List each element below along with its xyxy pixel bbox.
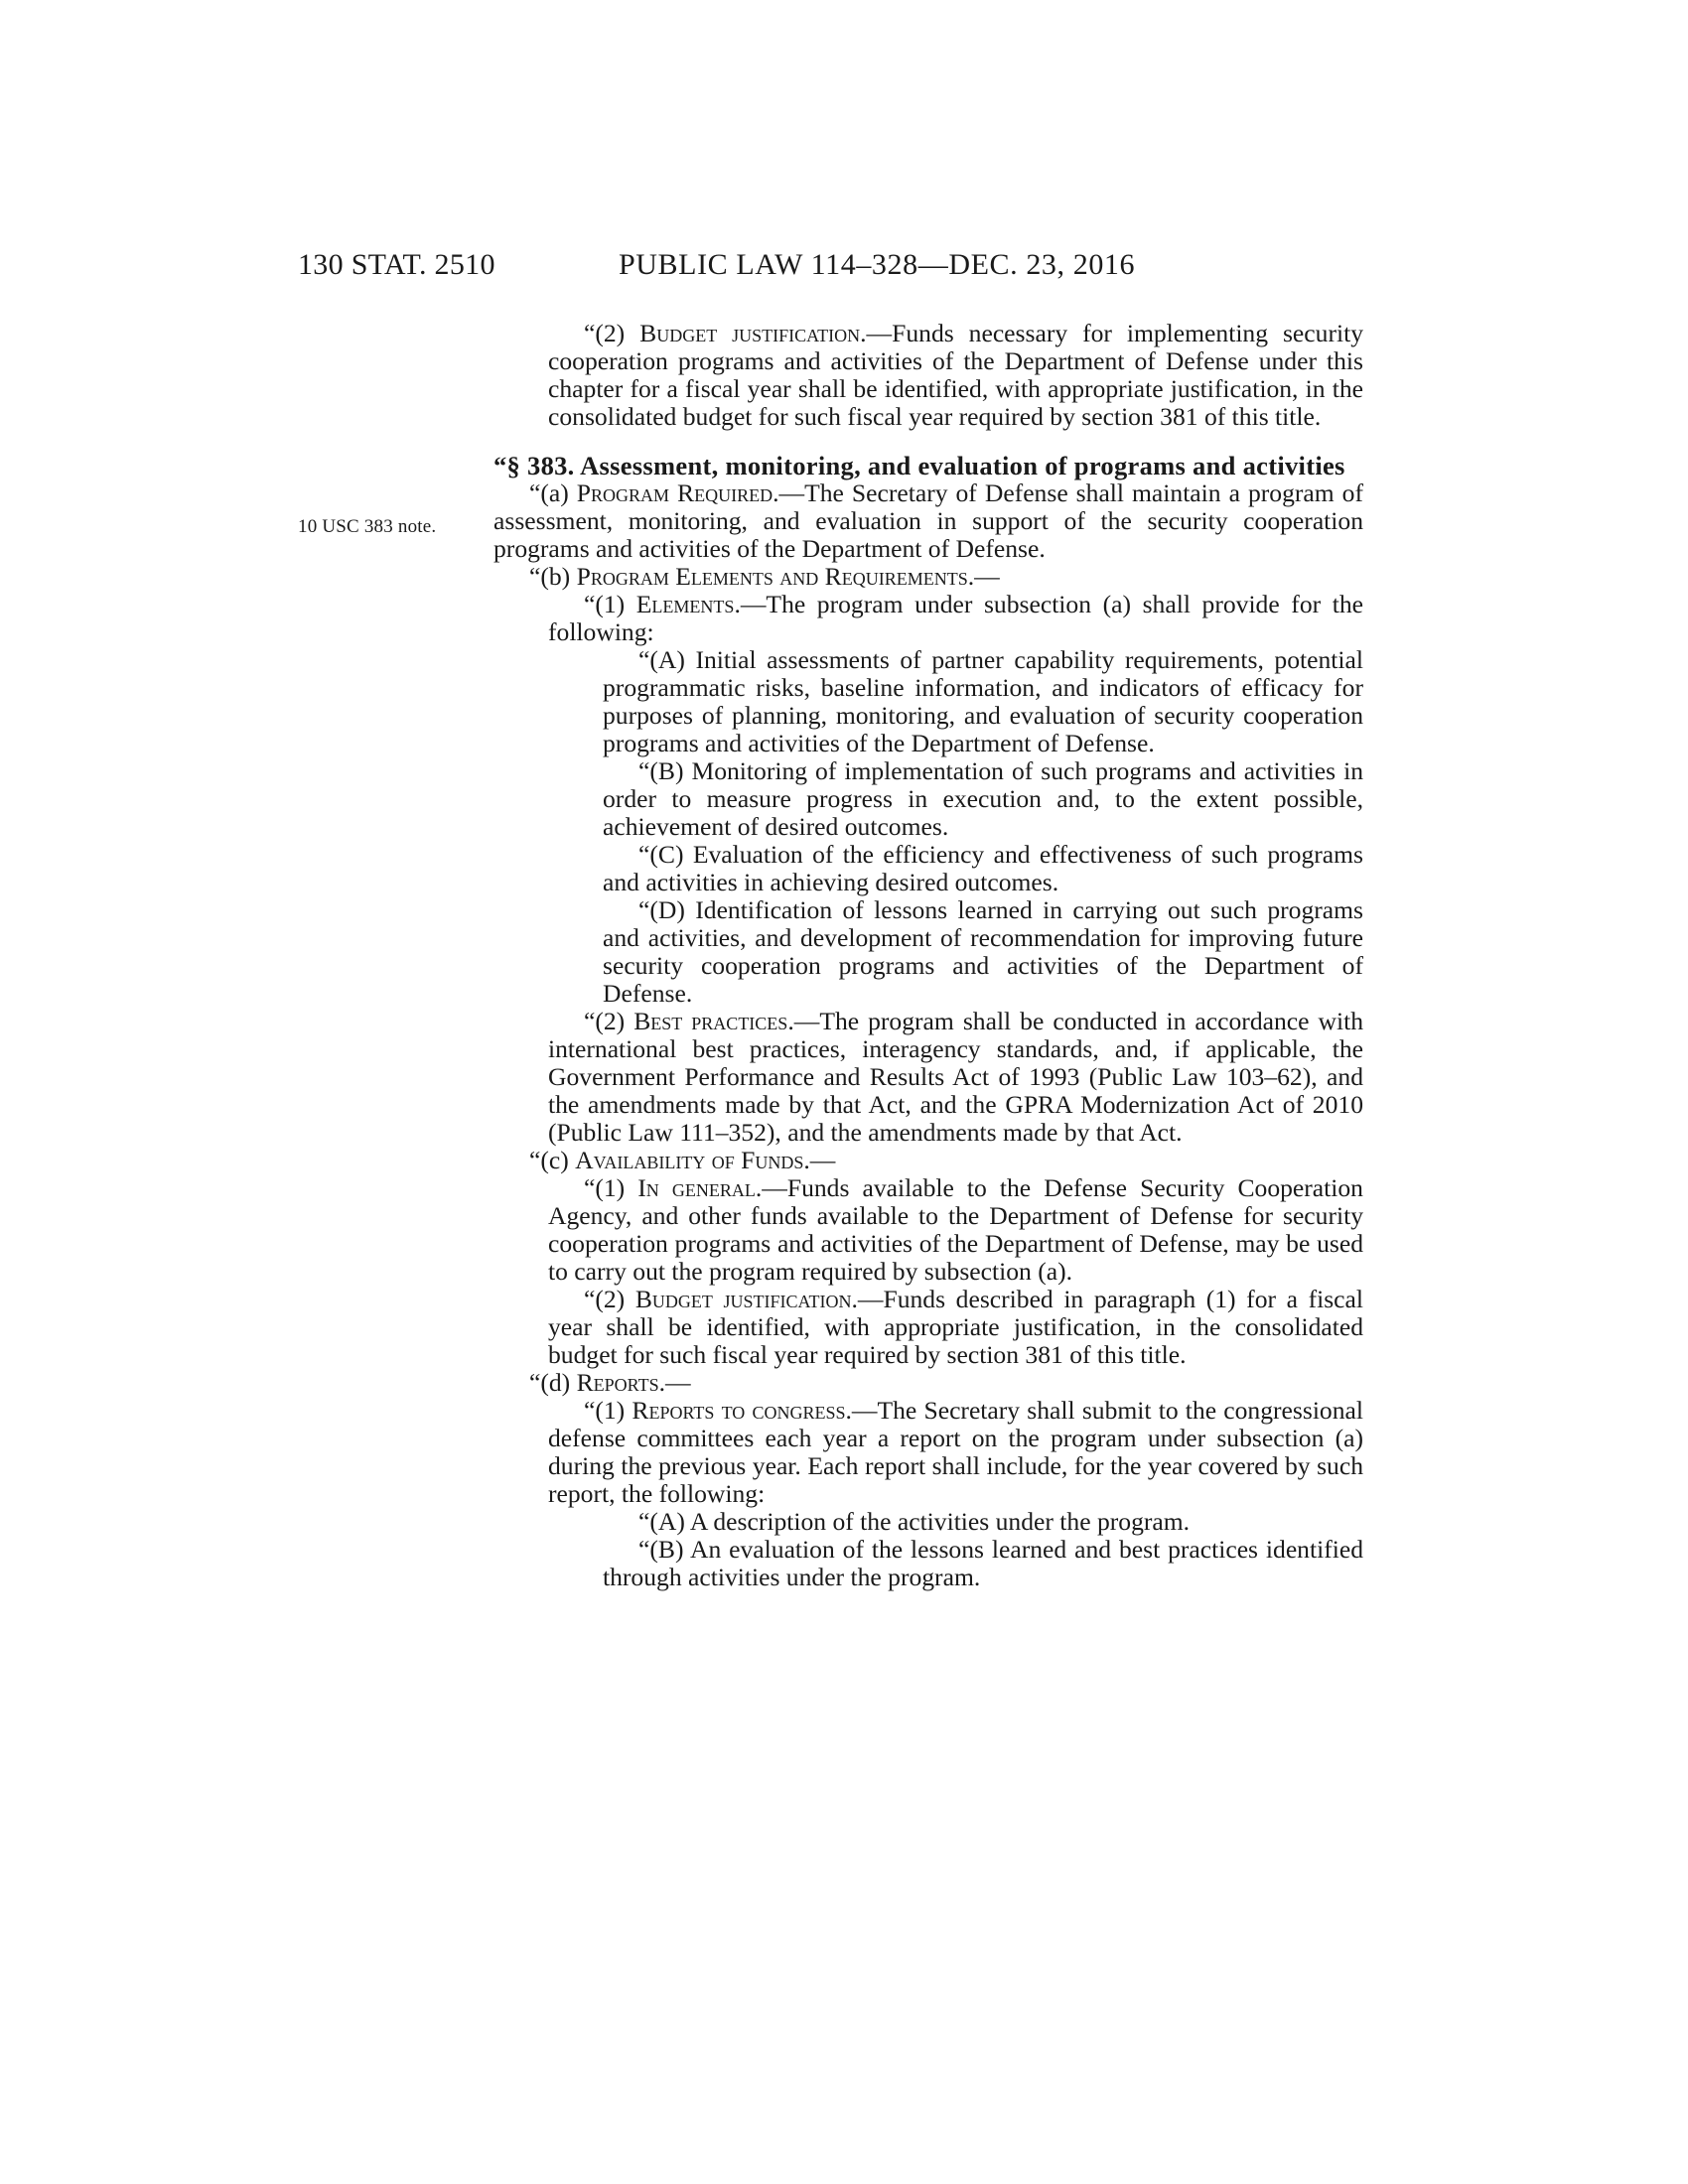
- running-head: PUBLIC LAW 114–328—DEC. 23, 2016: [619, 248, 1136, 281]
- subparagraph-b1-a: “(A) Initial assessments of partner capability requirements, potential programmatic risks, baseline information, and indicators of efficacy for purposes of planning, monitoring, and evaluation of security cooperation programs and activities of the Department of Defense.: [603, 645, 1363, 757]
- subparagraph-d1-b: “(B) An evaluation of the lessons learned and best practices identified through activities under the program.: [603, 1535, 1363, 1591]
- margin-note: 10 USC 383 note.: [298, 516, 437, 537]
- subsection-d: “(d) Reports.—: [529, 1368, 691, 1397]
- paragraph-d1-reports: “(1) Reports to congress.—The Secretary shall submit to the congressional defense committees each year a report on the program under subsection (a) during the previous year. Each report shall include, for the year covered by such report, the following:: [548, 1396, 1363, 1508]
- paragraph-c2-budget-justification: “(2) Budget justification.—Funds described in paragraph (1) for a fiscal year shall be identified, with appropriate justification, in the consolidated budget for such fiscal year required by section 381 of this title.: [548, 1285, 1364, 1369]
- subsection-b: “(b) Program Elements and Requirements.—: [529, 562, 1000, 591]
- subparagraph-d1-a: “(A) A description of the activities under the program.: [638, 1507, 1191, 1536]
- paragraph-c1-in-general: “(1) In general.—Funds available to the Defense Security Cooperation Agency, and other funds available to the Department of Defense for security cooperation programs and activities of the Department of Defense, may be used to carry out the program required by subsection (a).: [548, 1173, 1363, 1286]
- paragraph-budget-justification: “(2) Budget justification.—Funds necessary for implementing security cooperation programs and activities of the Department of Defense under this chapter for a fiscal year shall be identified, with appropriate justification, in the consolidated budget for such fiscal year required by section 381 of this title.: [548, 319, 1363, 431]
- subsection-a: “(a) Program Required.—The Secretary of Defense shall maintain a program of assessment, monitoring, and evaluation in support of the security cooperation programs and activities of the Department of Defense.: [493, 478, 1363, 563]
- paragraph-b1-elements: “(1) Elements.—The program under subsection (a) shall provide for the following:: [548, 590, 1363, 646]
- body-text: [493, 320, 1363, 1591]
- subparagraph-b1-d: “(D) Identification of lessons learned in carrying out such programs and activities, and development of recommendation for improving future security cooperation programs and activities of the Department of Defense.: [603, 895, 1363, 1008]
- stat-page-number: 130 STAT. 2510: [298, 248, 495, 281]
- subparagraph-b1-c: “(C) Evaluation of the efficiency and effectiveness of such programs and activities in achieving desired outcomes.: [603, 840, 1363, 896]
- subsection-c: “(c) Availability of Funds.—: [529, 1146, 836, 1174]
- paragraph-b2-best-practices: “(2) Best practices.—The program shall be conducted in accordance with international best practices, interagency standards, and, if applicable, the Government Performance and Results Act of 1993 (Public Law 103–62), and the amendments made by that Act, and the GPRA Modernization Act of 2010 (Public Law 111–352), and the amendments made by that Act.: [548, 1007, 1363, 1147]
- page-header: [0, 248, 1688, 288]
- subparagraph-b1-b: “(B) Monitoring of implementation of such programs and activities in order to measure progress in execution and, to the extent possible, achievement of desired outcomes.: [603, 756, 1363, 841]
- section-heading: “§ 383. Assessment, monitoring, and evaluation of programs and activities: [493, 451, 1345, 480]
